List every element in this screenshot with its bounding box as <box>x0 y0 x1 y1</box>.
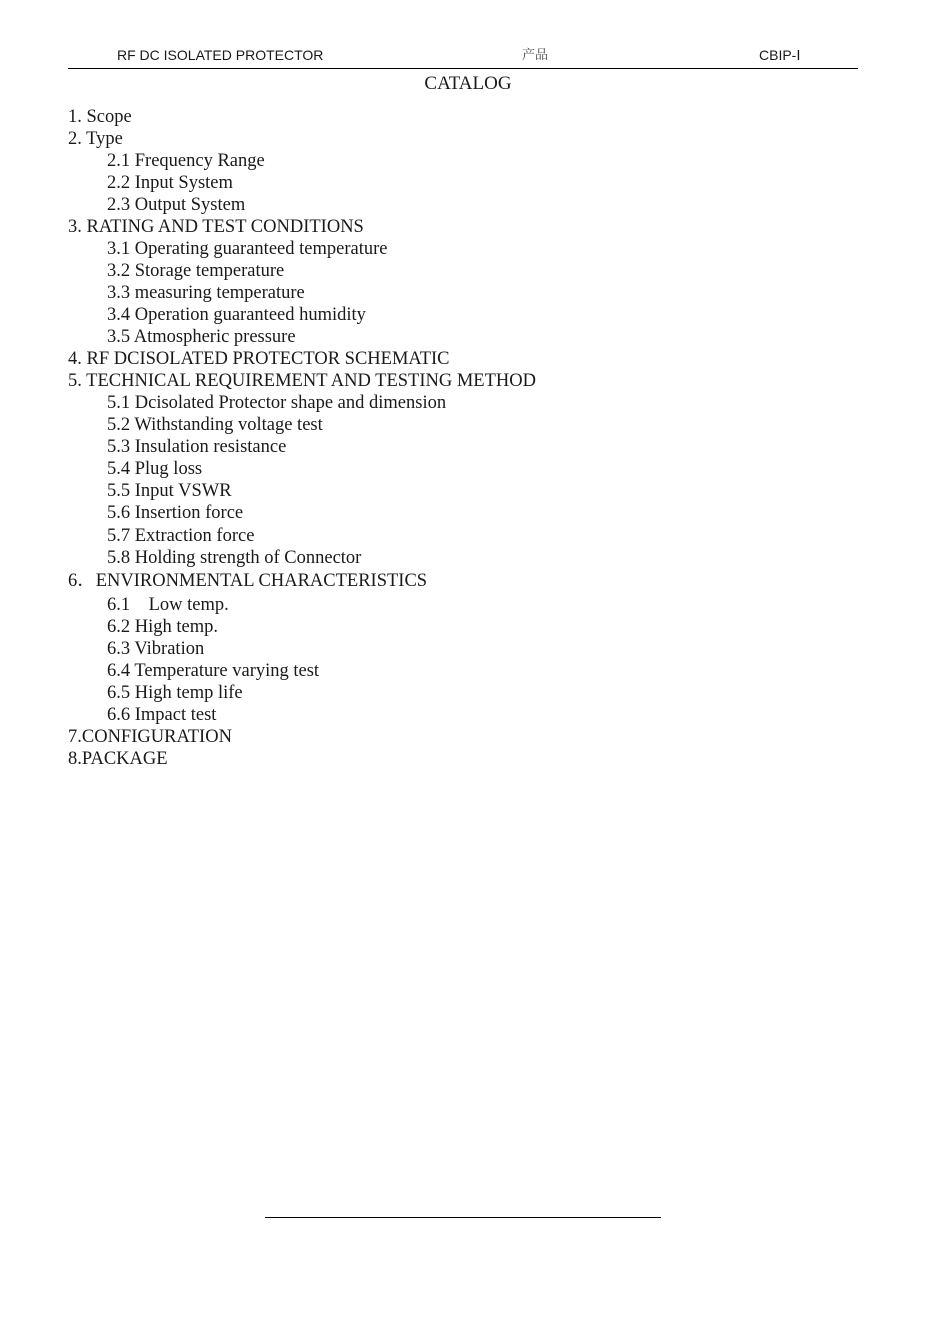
toc-subitem: 6.4 Temperature varying test <box>107 661 320 681</box>
header-category: 产品 <box>522 47 549 62</box>
toc-subitem: 5.4 Plug loss <box>107 459 203 479</box>
toc-item: 8.PACKAGE <box>68 749 168 769</box>
toc-subitem: 5.8 Holding strength of Connector <box>107 548 362 568</box>
toc-subitem: 3.1 Operating guaranteed temperature <box>107 239 388 259</box>
toc-subitem: 6.2 High temp. <box>107 617 218 637</box>
page-title: CATALOG <box>424 73 512 94</box>
toc-subitem: 5.1 Dcisolated Protector shape and dimension <box>107 393 447 413</box>
footer-divider <box>265 1217 661 1218</box>
toc-subitem: 5.5 Input VSWR <box>107 481 232 501</box>
toc-subitem: 5.6 Insertion force <box>107 503 244 523</box>
toc-item: 2. Type <box>68 129 123 149</box>
toc-subitem: 6.3 Vibration <box>107 639 205 659</box>
toc-subitem: 5.2 Withstanding voltage test <box>107 415 323 435</box>
toc-subitem: 3.4 Operation guaranteed humidity <box>107 305 366 325</box>
toc-item: 1. Scope <box>68 107 132 127</box>
toc-item: 6．ENVIRONMENTAL CHARACTERISTICS <box>68 571 428 591</box>
table-of-contents <box>68 106 536 770</box>
toc-subitem: 6.6 Impact test <box>107 705 217 725</box>
toc-subitem: 6.1 Low temp. <box>107 595 229 615</box>
toc-subitem: 3.5 Atmospheric pressure <box>107 327 296 347</box>
toc-subitem: 3.3 measuring temperature <box>107 283 305 303</box>
header-product-name: RF DC ISOLATED PROTECTOR <box>117 47 324 63</box>
toc-item: 7.CONFIGURATION <box>68 727 232 747</box>
toc-item: 4. RF DCISOLATED PROTECTOR SCHEMATIC <box>68 349 450 369</box>
header-model-code: CBIP-Ⅰ <box>759 47 801 63</box>
toc-subitem: 5.7 Extraction force <box>107 526 255 546</box>
toc-subitem: 3.2 Storage temperature <box>107 261 285 281</box>
toc-subitem: 2.3 Output System <box>107 195 246 215</box>
toc-subitem: 6.5 High temp life <box>107 683 243 703</box>
toc-subitem: 2.2 Input System <box>107 173 233 193</box>
page-header <box>68 46 858 69</box>
toc-subitem: 2.1 Frequency Range <box>107 151 265 171</box>
toc-subitem: 5.3 Insulation resistance <box>107 437 287 457</box>
toc-item: 3. RATING AND TEST CONDITIONS <box>68 217 364 237</box>
toc-item: 5. TECHNICAL REQUIREMENT AND TESTING METHOD <box>68 371 536 391</box>
